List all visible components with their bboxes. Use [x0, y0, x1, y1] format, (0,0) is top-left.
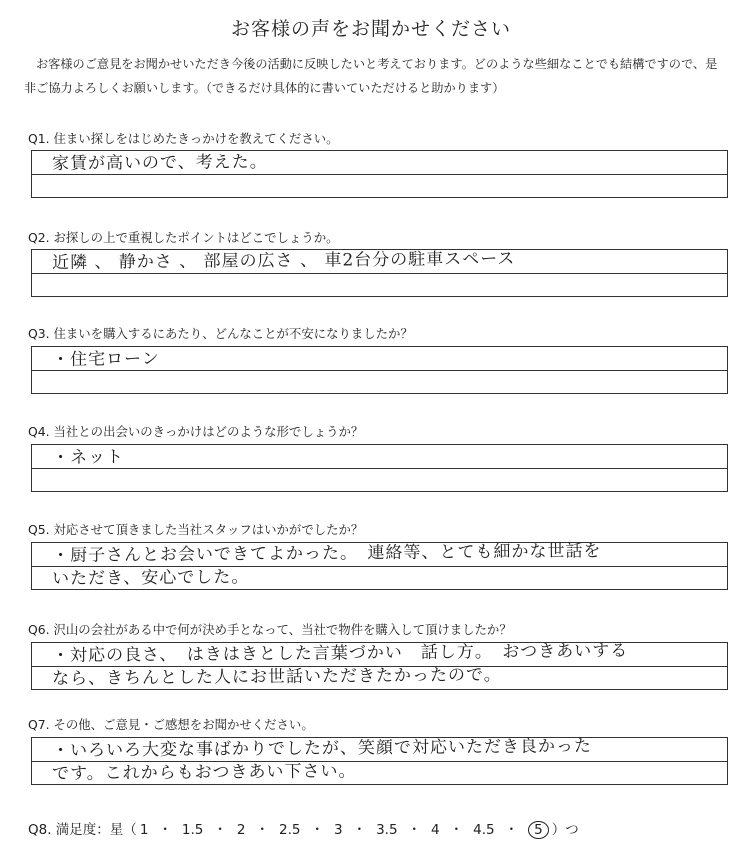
answer-text: ・いろいろ大変な事ばかりでしたが、笑顔で対応いただき良かった — [51, 736, 593, 761]
answer-box-2 — [31, 249, 728, 297]
rating-option: 3.5 — [376, 822, 398, 838]
question-label-6: Q6. 沢山の会社がある中で何が決め手となって、当社で物件を購入して頂けましたか？ — [28, 622, 512, 637]
answer-box-7 — [31, 737, 728, 785]
answer-rule — [32, 174, 727, 175]
answer-text: 家賃が高いので、考えた。 — [51, 152, 268, 174]
rating-option: 5 — [528, 821, 549, 839]
answer-box-6 — [31, 642, 728, 690]
rating-label: Q8. 満足度：星（ — [28, 822, 137, 838]
question-label-3: Q3. 住まいを購入するにあたり、どんなことが不安になりましたか？ — [28, 326, 413, 341]
answer-text: いただき、安心でした。 — [51, 567, 250, 589]
answer-text: ・住宅ローン — [51, 349, 160, 370]
rating-suffix: ）つ — [551, 822, 579, 838]
question-label-1: Q1. 住まい探しをはじめたきっかけを教えてください。 — [28, 131, 339, 146]
answer-text: ・厨子さんとお会いできてよかった。 連絡等、とても細かな世話を — [51, 541, 602, 566]
rating-option: 2 — [236, 822, 246, 838]
rating-option: 4.5 — [473, 822, 495, 838]
answer-text: 近隣 、 静かさ 、 部屋の広さ 、 車2台分の駐車スペース — [51, 248, 516, 273]
intro-text: お客様のご意見をお聞かせいただき今後の活動に反映したいと考えております。どのような些細なことでも結構ですので、是非ご協力よろしくお願いします。（できるだけ具体的に書いていただけると助かります） — [24, 57, 718, 95]
answer-rule — [32, 273, 727, 274]
rating-option: 1 — [139, 822, 149, 838]
answer-box-3 — [31, 346, 728, 394]
rating-option: 4 — [431, 822, 440, 838]
page-title: お客様の声をお聞かせください — [230, 18, 511, 40]
answer-rule — [32, 468, 727, 469]
answer-text: です。これからもおつきあい下さい。 — [51, 761, 357, 784]
satisfaction-rating: Q8. 満足度：星（ 1 ・ 1.5 ・ 2 ・ 2.5 ・ 3 ・ 3.5 ・ 4 ・ 4.5 ・ 5 ）つ — [28, 822, 579, 838]
answer-box-1 — [31, 150, 728, 198]
rating-option: 1.5 — [181, 822, 204, 838]
question-label-5: Q5. 対応させて頂きました当社スタッフはいかがでしたか？ — [28, 522, 364, 537]
question-label-2: Q2. お探しの上で重視したポイントはどこでしょうか。 — [28, 230, 339, 245]
rating-option: 2.5 — [278, 822, 301, 838]
answer-box-5 — [31, 542, 728, 590]
question-label-7: Q7. その他、ご意見・ご感想をお聞かせください。 — [28, 717, 314, 732]
answer-text: ・ネット — [51, 447, 125, 468]
answer-rule — [32, 370, 727, 371]
rating-option: 3 — [333, 822, 343, 838]
question-label-4: Q4. 当社との出会いのきっかけはどのような形でしょうか？ — [28, 424, 364, 439]
answer-text: なら、きちんとした人にお世話いただきたかったので。 — [51, 665, 502, 689]
answer-box-4 — [31, 444, 728, 492]
answer-text: ・対応の良さ、 はきはきとした言葉づかい 話し方。 おつきあいする — [51, 640, 629, 666]
